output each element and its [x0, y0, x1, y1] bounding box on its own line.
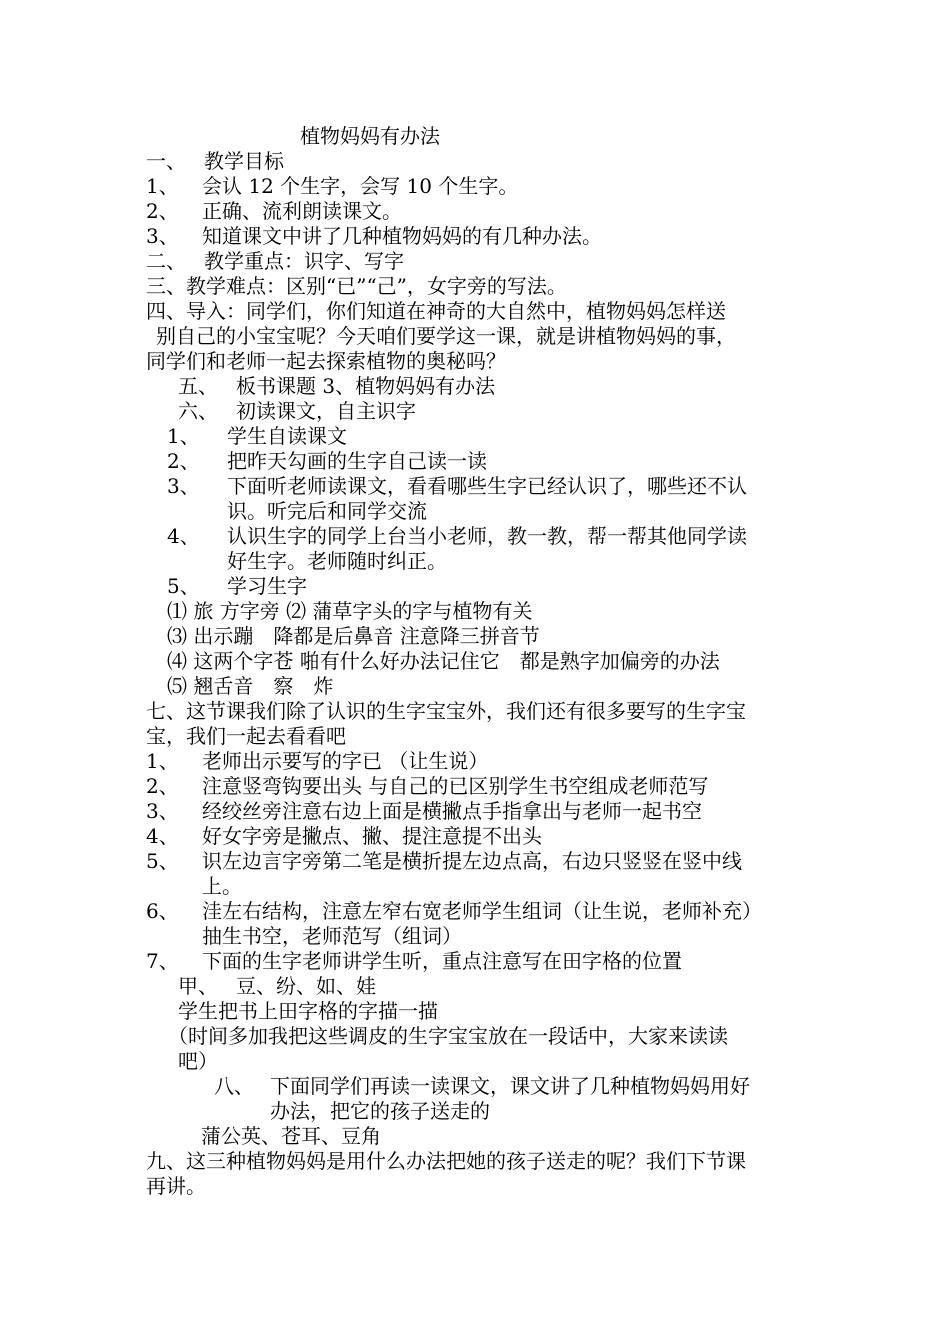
item-text: 会认 12 个生字，会写 10 个生字。 [202, 174, 519, 198]
goal-item [146, 174, 518, 199]
doc-title: 植物妈妈有办法 [300, 124, 440, 148]
step-nine-line: 再讲。 [146, 1174, 206, 1198]
list-number: 4、 [167, 524, 200, 548]
trace-line: 学生把书上田字格的字描一描 [178, 999, 438, 1023]
item-text: 识左边言字旁第二笔是横折提左边点高，右边只竖竖在竖中线 [202, 849, 742, 873]
reading-step [167, 424, 347, 449]
item-text: 板书课题 3、植物妈妈有办法 [236, 374, 496, 398]
extra-line: 吧） [178, 1049, 218, 1073]
reading-step [167, 449, 487, 474]
char-note: ⑴ 旅 方字旁 ⑵ 蒲草字头的字与植物有关 [167, 599, 533, 623]
extra-line: （时间多加我把这些调皮的生字宝宝放在一段话中，大家来读读 [168, 1024, 728, 1048]
item-text: 老师出示要写的字已 （让生说） [202, 749, 489, 773]
list-number: 2、 [146, 199, 179, 223]
item-text: 下面同学们再读一读课文，课文讲了几种植物妈妈用好 [270, 1074, 750, 1098]
char-note: ⑷ 这两个字苍 啪有什么好办法记住它 都是熟字加偏旁的办法 [167, 649, 720, 673]
intro-line: 同学们和老师一起去探索植物的奥秘吗？ [146, 349, 506, 373]
item-text: 把昨天勾画的生字自己读一读 [227, 449, 487, 473]
goal-item [146, 224, 602, 249]
writing-step [146, 849, 742, 874]
list-number: 八、 [214, 1074, 254, 1098]
writing-step [146, 949, 682, 974]
list-number: 六、 [178, 399, 218, 423]
item-text: 经绞丝旁注意右边上面是横撇点手指拿出与老师一起书空 [202, 799, 702, 823]
list-number: 一、 [146, 149, 186, 173]
goals-heading [146, 149, 284, 174]
item-text: 教学重点：识字、写字 [204, 249, 404, 273]
item-text: 知道课文中讲了几种植物妈妈的有几种办法。 [202, 224, 602, 248]
step-five [178, 374, 495, 399]
writing-step [146, 749, 488, 774]
step-seven-line: 宝，我们一起去看看吧 [146, 724, 346, 748]
item-text: 学习生字 [227, 574, 307, 598]
reading-step [167, 474, 747, 499]
list-number: 3、 [146, 799, 179, 823]
item-text-continued: 好生字。老师随时纠正。 [227, 549, 447, 573]
reading-step [167, 574, 307, 599]
writing-step [146, 824, 542, 849]
step-seven-line: 七、这节课我们除了认识的生字宝宝外，我们还有很多要写的生字宝 [146, 699, 746, 723]
step-nine-line: 九、这三种植物妈妈是用什么办法把她的孩子送走的呢？我们下节课 [146, 1149, 746, 1173]
step-eight [214, 1074, 750, 1099]
item-text: 好女字旁是撇点、撇、提注意提不出头 [202, 824, 542, 848]
item-text: 下面听老师读课文，看看哪些生字已经认识了，哪些还不认 [227, 474, 747, 498]
item-text-continued: 识。听完后和同学交流 [227, 499, 427, 523]
list-number: 五、 [178, 374, 218, 398]
list-number: 4、 [146, 824, 179, 848]
item-text-continued: 上。 [202, 874, 242, 898]
item-text: 学生自读课文 [227, 424, 347, 448]
item-text-continued: 抽生书空，老师范写（组词） [202, 924, 462, 948]
item-text: 豆、纷、如、娃 [236, 974, 376, 998]
reading-step [167, 524, 747, 549]
list-number: 3、 [146, 224, 179, 248]
goal-item [146, 199, 402, 224]
list-number: 5、 [146, 849, 179, 873]
item-text: 下面的生字老师讲学生听，重点注意写在田字格的位置 [202, 949, 682, 973]
list-number: 1、 [146, 749, 179, 773]
writing-step [146, 774, 708, 799]
char-note: ⑶ 出示蹦 降都是后鼻音 注意降三拼音节 [167, 624, 540, 648]
list-number: 2、 [146, 774, 179, 798]
item-text: 注意竖弯钩要出头 与自己的已区别学生书空组成老师范写 [202, 774, 709, 798]
char-note: ⑸ 翘舌音 察 炸 [167, 674, 334, 698]
list-number: 6、 [146, 899, 179, 923]
key-point [146, 249, 404, 274]
item-text: 洼左右结构，注意左窄右宽老师学生组词（让生说，老师补充） [202, 899, 762, 923]
jia-line [178, 974, 376, 999]
list-number: 二、 [146, 249, 186, 273]
list-number: 甲、 [178, 974, 218, 998]
difficulty: 三、教学难点：区别“已”“己”，女字旁的写法。 [146, 274, 567, 298]
item-text: 认识生字的同学上台当小老师，教一教，帮一帮其他同学读 [227, 524, 747, 548]
heading-text: 教学目标 [204, 149, 284, 173]
list-number: 2、 [167, 449, 200, 473]
intro-line: 四、导入：同学们，你们知道在神奇的大自然中，植物妈妈怎样送 [146, 299, 726, 323]
item-text: 正确、流利朗读课文。 [202, 199, 402, 223]
item-text-continued: 办法，把它的孩子送走的 [270, 1099, 490, 1123]
step-six [178, 399, 416, 424]
intro-line: 别自己的小宝宝呢？今天咱们要学这一课，就是讲植物妈妈的事， [156, 324, 736, 348]
list-number: 1、 [167, 424, 200, 448]
plants-line: 蒲公英、苍耳、豆角 [201, 1124, 381, 1148]
list-number: 5、 [167, 574, 200, 598]
writing-step [146, 899, 762, 924]
list-number: 7、 [146, 949, 179, 973]
list-number: 3、 [167, 474, 200, 498]
list-number: 1、 [146, 174, 179, 198]
item-text: 初读课文，自主识字 [236, 399, 416, 423]
writing-step [146, 799, 702, 824]
